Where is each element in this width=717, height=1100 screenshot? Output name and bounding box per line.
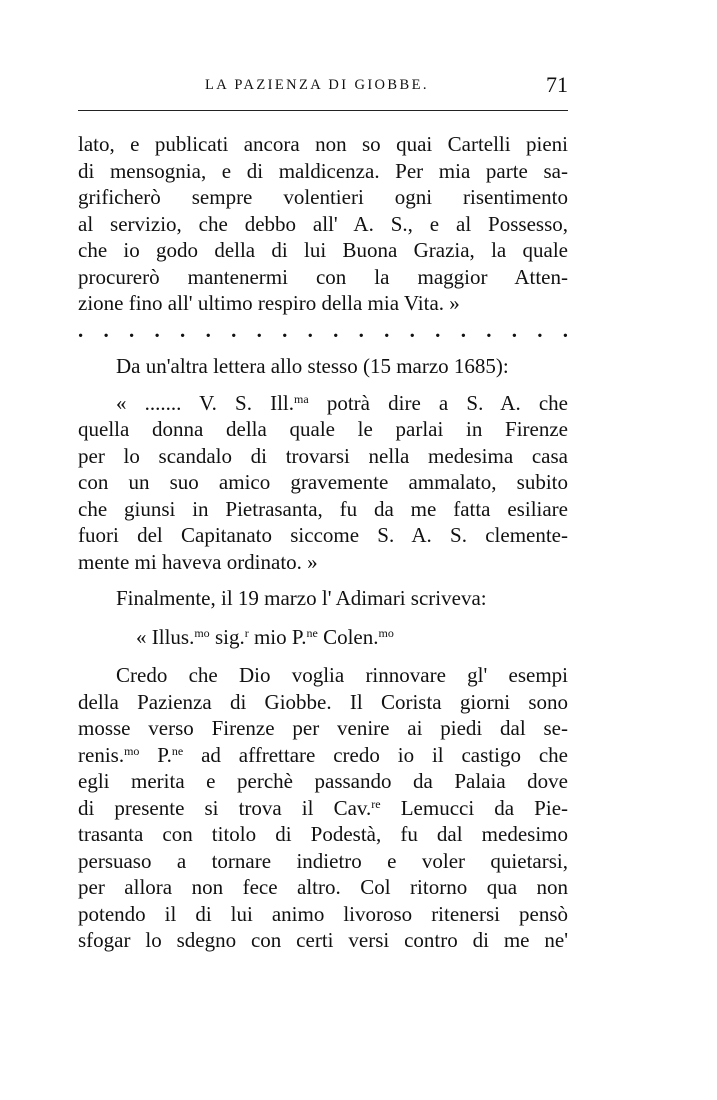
superscript: ne [306,625,318,640]
text-line: zione fino all' ultimo respiro della mia Vita. » [78,291,460,315]
text-line: mente mi haveva ordinato. » [78,549,318,574]
header-rule [78,110,568,111]
text-line: fuori del Capitanato siccome S. A. S. clemente- [78,523,568,547]
text-line: al servizio, che debbo all' A. S., e al Possesso, [78,211,568,236]
body-text [78,131,568,954]
salutation [78,624,568,651]
paragraph-letter-body [78,662,568,954]
text-line: persuaso a tornare indietro e voler quietarsi, [78,848,568,873]
text-line: egli merita e perchè passando da Palaia dove [78,769,568,793]
text-line: grificherò sempre volentieri ogni risentimento [78,185,568,209]
text-line [78,742,568,769]
paragraph-intro-letter [78,353,568,380]
text-line: Credo che Dio voglia rinnovare gl' esempi [116,663,568,687]
superscript: ne [171,743,184,758]
text-segment: sig. [209,624,245,649]
text-line: Da un'altra lettera allo stesso (15 marzo 1685): [116,354,509,378]
text-line: che giunsi in Pietrasanta, fu da me fatta esiliare [78,496,568,521]
superscript: mo [378,625,394,640]
text-line: procurerò mantenermi con la maggior Atten- [78,264,568,289]
text-line: per allora non fece altro. Col ritorno qua non [78,875,568,899]
text-line: quella donna della quale le parlai in Firenze [78,417,568,441]
text-line: mosse verso Firenze per venire ai piedi dal se- [78,716,568,740]
paragraph-finally [78,585,568,612]
superscript: ma [294,391,309,406]
text-line: che io godo della di lui Buona Grazia, la quale [78,238,568,262]
text-segment: Colen. [317,624,379,649]
text-segment: Lemucci da Pie- [380,795,569,820]
paragraph-quoted-letter [78,390,568,576]
text-line: con un suo amico gravemente ammalato, subito [78,470,568,494]
superscript: mo [194,625,210,640]
superscript: re [371,796,381,811]
text-segment: renis. [78,742,125,767]
text-line [78,624,568,651]
paragraph-letter-end [78,131,568,317]
superscript: mo [124,743,140,758]
superscript: r [244,625,249,640]
text-line: per lo scandalo di trovarsi nella medesima casa [78,443,568,468]
text-segment: P. [139,742,172,767]
text-line: Finalmente, il 19 marzo l' Adimari scriveva: [116,586,487,610]
text-segment: di presente si trova il Cav. [78,795,372,820]
text-segment: potrà dire a S. A. che [308,390,569,415]
text-line [78,390,568,417]
text-line: sfogar lo sdegno con certi versi contro di me ne' [78,928,568,952]
text-line: potendo il di lui animo livoroso ritenersi pensò [78,901,568,926]
ellipsis-row: . . . . . . . . . . . . . . . . . . . . [78,317,568,342]
text-segment: ad affrettare credo io il castigo che [183,742,568,767]
text-line: di mensognia, e di maldicenza. Per mia parte sa- [78,158,568,183]
page-header [78,72,568,96]
text-segment: « Illus. [136,624,195,649]
text-segment: mio P. [248,624,307,649]
text-line: della Pazienza di Giobbe. Il Corista giorni sono [78,689,568,714]
text-line: trasanta con titolo di Podestà, fu dal medesimo [78,822,568,846]
text-line [78,795,568,822]
text-line: lato, e publicati ancora non so quai Cartelli pieni [78,132,568,156]
running-title: LA PAZIENZA DI GIOBBE. [205,77,429,93]
text-segment: « ....... V. S. Ill. [116,390,295,415]
page-number: 71 [546,72,568,97]
